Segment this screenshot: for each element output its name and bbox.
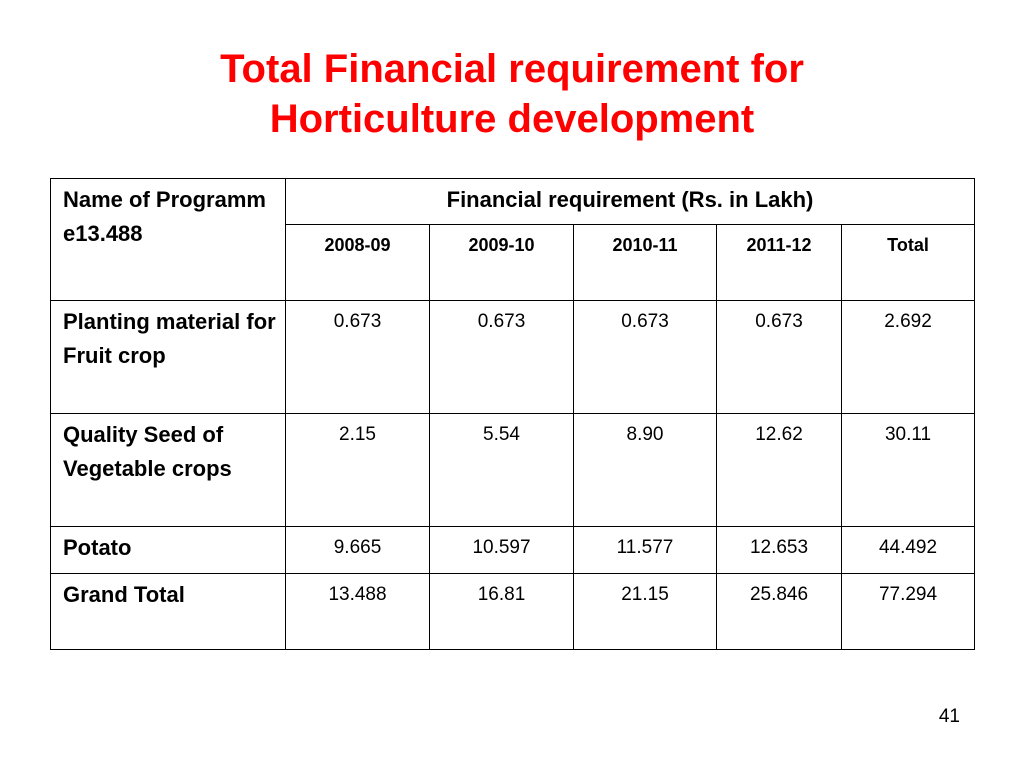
- table-cell: 0.673: [430, 301, 574, 414]
- financial-requirement-table: [50, 178, 975, 650]
- table-cell: 25.846: [717, 574, 842, 650]
- table-cell: 21.15: [574, 574, 717, 650]
- table-cell: 16.81: [430, 574, 574, 650]
- column-header-2010-11: 2010-11: [574, 225, 717, 301]
- table-cell: 44.492: [842, 527, 975, 574]
- table-cell: 0.673: [286, 301, 430, 414]
- programme-header-label: Name of Programme13.488: [63, 187, 266, 246]
- table-cell: 12.62: [717, 414, 842, 527]
- table-cell: 0.673: [574, 301, 717, 414]
- table-row: [51, 414, 975, 527]
- table-cell: 13.488: [286, 574, 430, 650]
- table-row: [51, 301, 975, 414]
- financial-requirement-header: Financial requirement (Rs. in Lakh): [286, 179, 975, 225]
- table-cell: 10.597: [430, 527, 574, 574]
- column-header-total: Total: [842, 225, 975, 301]
- slide-title: [0, 44, 1024, 144]
- column-header-2009-10: 2009-10: [430, 225, 574, 301]
- table-header-row: [51, 179, 975, 225]
- page-number: 41: [938, 706, 960, 727]
- programme-header-cell: [51, 179, 286, 301]
- table-row: [51, 574, 975, 650]
- row-label-quality-seed: Quality Seed of Vegetable crops: [51, 414, 286, 527]
- table-cell: 77.294: [842, 574, 975, 650]
- slide-title-line-2: Horticulture development: [269, 97, 755, 141]
- slide-title-line-1: Total Financial requirement for: [220, 47, 804, 91]
- column-header-2008-09: 2008-09: [286, 225, 430, 301]
- table-cell: 8.90: [574, 414, 717, 527]
- table-cell: 30.11: [842, 414, 975, 527]
- table-cell: 2.692: [842, 301, 975, 414]
- table-cell: 11.577: [574, 527, 717, 574]
- row-label-planting-material: Planting material for Fruit crop: [51, 301, 286, 414]
- table-row: [51, 527, 975, 574]
- table-cell: 9.665: [286, 527, 430, 574]
- table-cell: 12.653: [717, 527, 842, 574]
- table-cell: 0.673: [717, 301, 842, 414]
- table-cell: 2.15: [286, 414, 430, 527]
- row-label-grand-total: Grand Total: [51, 574, 286, 650]
- row-label-potato: Potato: [51, 527, 286, 574]
- table-cell: 5.54: [430, 414, 574, 527]
- column-header-2011-12: 2011-12: [717, 225, 842, 301]
